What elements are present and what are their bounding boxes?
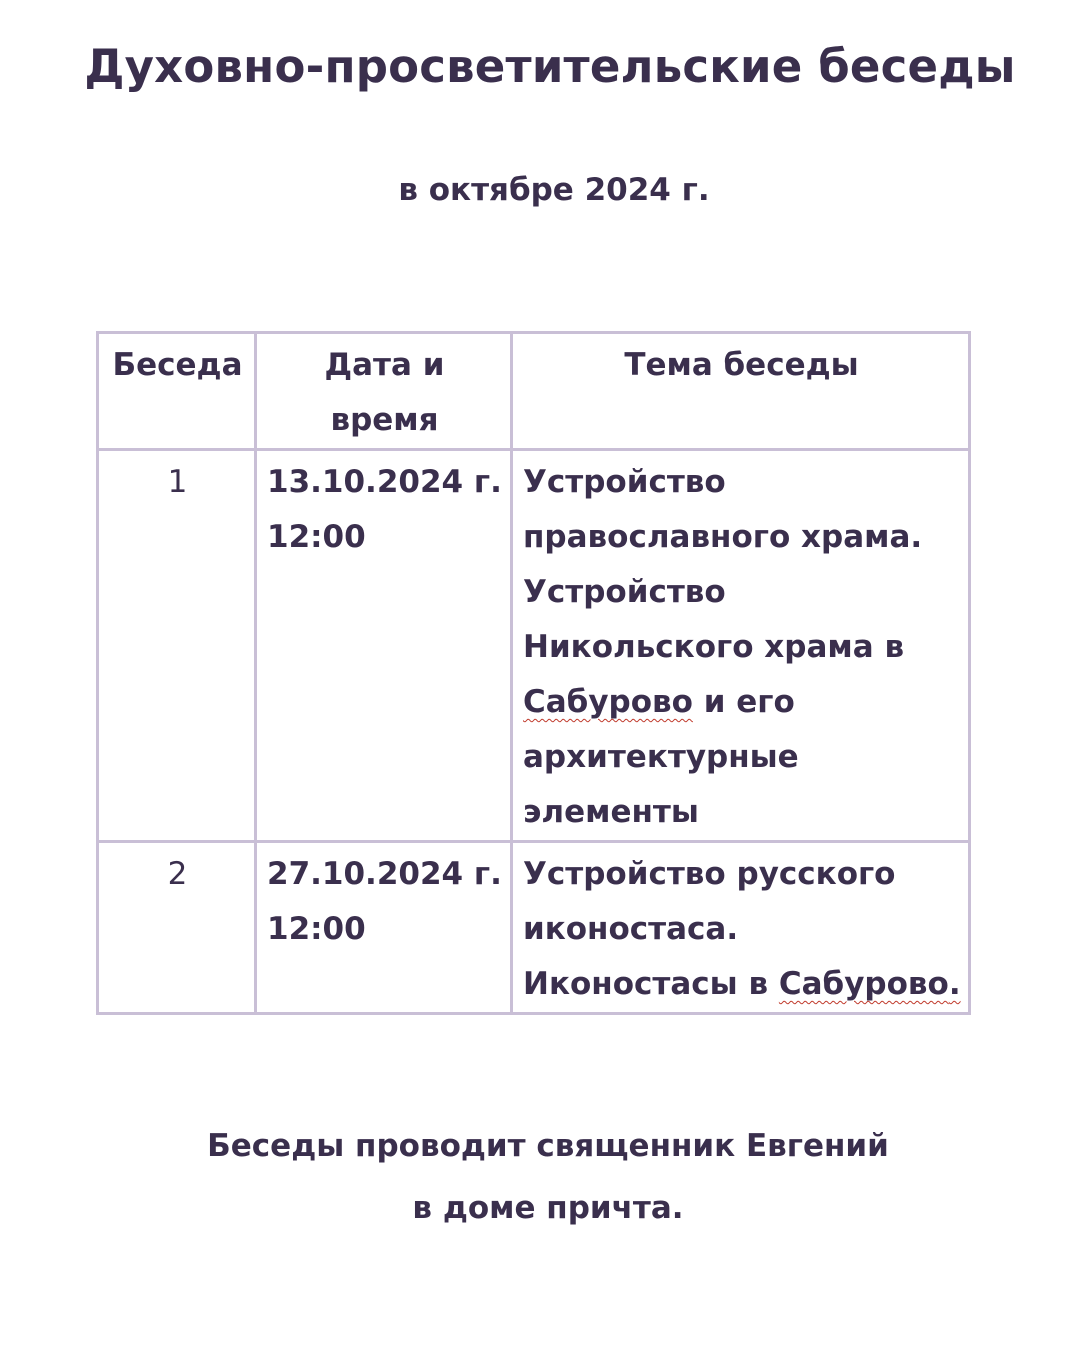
topic-line: элементы — [523, 794, 699, 830]
schedule-table — [96, 331, 971, 1015]
table-row — [98, 450, 970, 842]
date-text: 27.10.2024 г. — [267, 856, 502, 892]
footer-line-1: Беседы проводит священник Евгений — [207, 1128, 889, 1164]
topic-line — [523, 957, 960, 1012]
footer-line-2: в доме причта. — [412, 1190, 684, 1226]
column-header-date: Дата и время — [256, 333, 512, 450]
topic-text: . — [948, 966, 961, 1002]
topic-text: Иконостасы в — [523, 966, 769, 1002]
topic-text: Сабурово — [778, 966, 949, 1002]
topic-line: архитектурные — [523, 739, 799, 775]
talk-number: 1 — [98, 450, 256, 842]
talk-date — [256, 450, 512, 842]
time-text: 12:00 — [267, 519, 366, 555]
topic-line — [523, 675, 960, 730]
talk-topic — [512, 842, 970, 1014]
table-row — [98, 842, 970, 1014]
column-header-talk: Беседа — [98, 333, 256, 450]
page-title: Духовно-просветительские беседы — [84, 40, 1016, 93]
misspelled-word — [779, 966, 961, 1002]
date-text: 13.10.2024 г. — [267, 464, 502, 500]
time-text: 12:00 — [267, 911, 366, 947]
topic-line: иконостаса. — [523, 911, 739, 947]
topic-line: Никольского храма в — [523, 629, 905, 665]
misspelled-word: Сабурово — [523, 684, 693, 720]
talk-topic — [512, 450, 970, 842]
page-subtitle: в октябре 2024 г. — [398, 172, 710, 208]
talk-date — [256, 842, 512, 1014]
topic-line: православного храма. — [523, 519, 923, 555]
column-header-topic: Тема беседы — [512, 333, 970, 450]
topic-line: Устройство русского — [523, 856, 896, 892]
table-header-row — [98, 333, 970, 450]
talk-number: 2 — [98, 842, 256, 1014]
topic-text: и его — [703, 684, 795, 720]
topic-line: Устройство — [523, 464, 726, 500]
topic-line: Устройство — [523, 574, 726, 610]
